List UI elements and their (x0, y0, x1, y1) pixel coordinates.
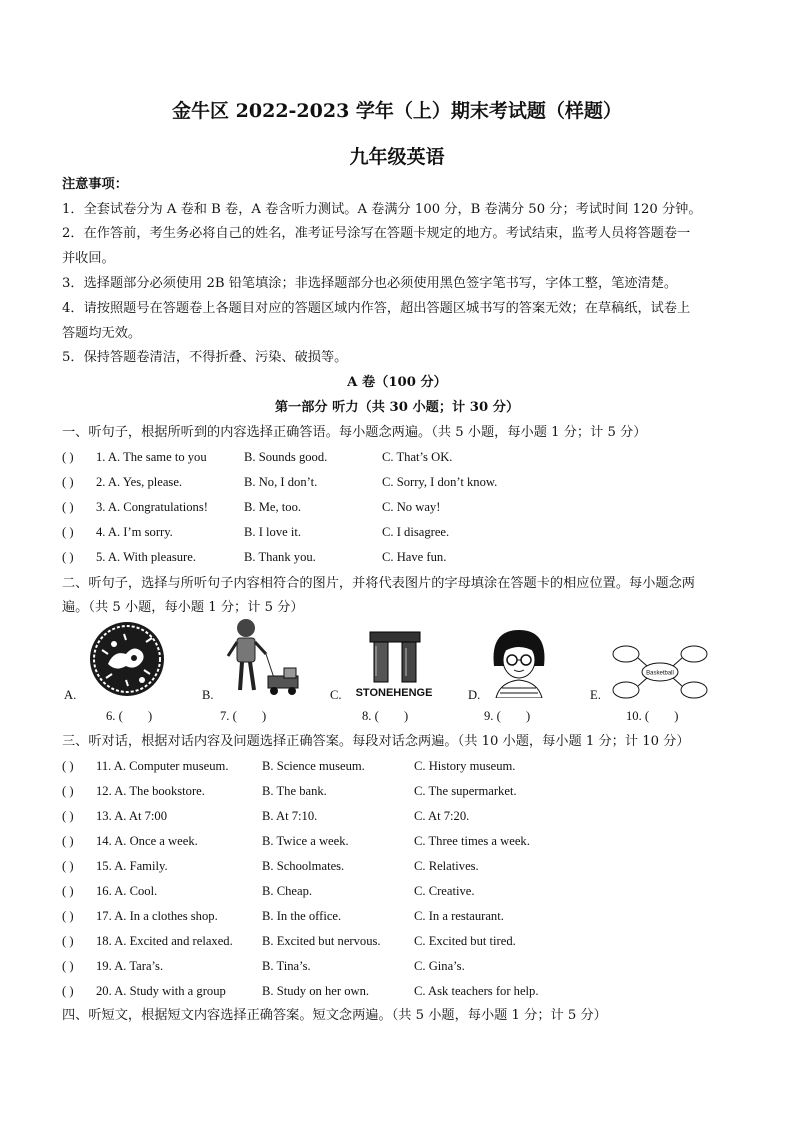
answer-blank[interactable]: ( ) (62, 475, 74, 489)
option-c: C. Sorry, I don’t know. (382, 475, 498, 489)
option-c: C. In a restaurant. (414, 909, 504, 923)
answer-blank[interactable]: ( ) (62, 500, 74, 514)
picture-answer-blank[interactable]: 7. ( ) (220, 709, 267, 723)
note-line: 1．全套试卷分为 A 卷和 B 卷，A 卷含听力测试。A 卷满分 100 分，B 卷满分 50 分；考试时间 120 分钟。 (62, 202, 702, 217)
picture-letter: E. (590, 688, 601, 702)
option-b: B. No, I don’t. (244, 475, 318, 489)
mind-map-picture (610, 640, 710, 702)
section2-heading: 遍。（共 5 小题，每小题 1 分；计 5 分） (62, 600, 304, 615)
option-a: 15. A. Family. (96, 859, 168, 873)
answer-blank[interactable]: ( ) (62, 809, 74, 823)
section2-heading: 二、听句子，选择与所听句子内容相符合的图片，并将代表图片的字母填涂在答题卡的相应位置。每小题念两 (62, 576, 695, 591)
exam-title: 金牛区 2022-2023 学年（上）期末考试题（样题） (172, 100, 622, 122)
option-c: C. Relatives. (414, 859, 479, 873)
option-c: C. Excited but tired. (414, 934, 516, 948)
picture-answer-blank[interactable]: 9. ( ) (484, 709, 531, 723)
answer-blank[interactable]: ( ) (62, 759, 74, 773)
option-b: B. I love it. (244, 525, 302, 539)
picture-answer-blank[interactable]: 8. ( ) (362, 709, 409, 723)
option-b: B. Cheap. (262, 884, 313, 898)
option-c: C. No way! (382, 500, 441, 514)
note-line: 5．保持答题卷清洁，不得折叠、污染、破损等。 (62, 350, 348, 365)
option-b: B. Excited but nervous. (262, 934, 381, 948)
option-a: 3. A. Congratulations! (96, 500, 208, 514)
option-a: 13. A. At 7:00 (96, 809, 168, 823)
option-a: 19. A. Tara’s. (96, 959, 164, 973)
answer-blank[interactable]: ( ) (62, 909, 74, 923)
picture-letter: D. (468, 688, 481, 702)
picture-letter: B. (202, 688, 214, 702)
option-c: C. History museum. (414, 759, 516, 773)
exam-subtitle: 九年级英语 (349, 146, 445, 168)
option-c: C. That’s OK. (382, 450, 453, 464)
option-a: 5. A. With pleasure. (96, 550, 196, 564)
picture-letter: C. (330, 688, 342, 702)
option-b: B. In the office. (262, 909, 342, 923)
note-line: 4．请按照题号在答题卷上各题目对应的答题区域内作答，超出答题区城书写的答案无效；在草稿纸，试卷上 (62, 301, 691, 316)
option-b: B. Sounds good. (244, 450, 328, 464)
stonehenge-caption: STONEHENGE (355, 687, 433, 699)
answer-blank[interactable]: ( ) (62, 959, 74, 973)
option-a: 1. A. The same to you (96, 450, 207, 464)
answer-blank[interactable]: ( ) (62, 784, 74, 798)
boy-with-toy-truck-picture (222, 616, 302, 698)
picture-answer-blank[interactable]: 10. ( ) (626, 709, 679, 723)
option-c: C. Gina’s. (414, 959, 465, 973)
option-b: B. Twice a week. (262, 834, 349, 848)
answer-blank[interactable]: ( ) (62, 984, 74, 998)
section4-heading: 四、听短文，根据短文内容选择正确答案。短文念两遍。（共 5 小题，每小题 1 分；计 5 分） (62, 1008, 607, 1023)
option-b: B. Science museum. (262, 759, 365, 773)
answer-blank[interactable]: ( ) (62, 859, 74, 873)
note-line: 2．在作答前，考生务必将自己的姓名，准考证号涂写在答题卡规定的地方。考试结束，监考人员将答题卷一 (62, 226, 691, 241)
girl-with-glasses-picture (486, 626, 552, 698)
answer-blank[interactable]: ( ) (62, 834, 74, 848)
option-c: C. Three times a week. (414, 834, 530, 848)
option-c: C. Creative. (414, 884, 475, 898)
notes-heading: 注意事项： (62, 177, 128, 192)
option-b: B. Tina’s. (262, 959, 311, 973)
answer-blank[interactable]: ( ) (62, 934, 74, 948)
note-line: 3．选择题部分必须使用 2B 铅笔填涂；非选择题部分也必须使用黑色签字笔书写，字体工整，笔迹清楚。 (62, 276, 678, 291)
option-c: C. I disagree. (382, 525, 450, 539)
option-a: 18. A. Excited and relaxed. (96, 934, 233, 948)
volume-a-heading: A 卷（100 分） (347, 375, 447, 390)
option-c: C. At 7:20. (414, 809, 470, 823)
papercut-picture (88, 620, 166, 698)
option-a: 14. A. Once a week. (96, 834, 198, 848)
part1-heading: 第一部分 听力（共 30 小题；计 30 分） (274, 400, 520, 415)
option-a: 17. A. In a clothes shop. (96, 909, 218, 923)
mind-map-caption: Basketball (646, 670, 674, 677)
stonehenge-picture (352, 626, 436, 700)
option-a: 12. A. The bookstore. (96, 784, 205, 798)
note-line: 答题均无效。 (62, 326, 142, 341)
option-b: B. At 7:10. (262, 809, 318, 823)
option-a: 11. A. Computer museum. (96, 759, 229, 773)
option-b: B. Thank you. (244, 550, 316, 564)
option-a: 20. A. Study with a group (96, 984, 226, 998)
answer-blank[interactable]: ( ) (62, 884, 74, 898)
option-c: C. Ask teachers for help. (414, 984, 539, 998)
option-a: 4. A. I’m sorry. (96, 525, 173, 539)
option-b: B. Me, too. (244, 500, 302, 514)
section3-heading: 三、听对话，根据对话内容及问题选择正确答案。每段对话念两遍。（共 10 小题，每小题 1 分；计 10 分） (62, 734, 690, 749)
option-c: C. The supermarket. (414, 784, 517, 798)
answer-blank[interactable]: ( ) (62, 450, 74, 464)
option-b: B. Schoolmates. (262, 859, 345, 873)
answer-blank[interactable]: ( ) (62, 525, 74, 539)
section1-heading: 一、听句子，根据所听到的内容选择正确答语。每小题念两遍。（共 5 小题，每小题 1 分；计 5 分） (62, 425, 647, 440)
option-a: 16. A. Cool. (96, 884, 158, 898)
picture-letter: A. (64, 688, 77, 702)
option-b: B. Study on her own. (262, 984, 370, 998)
option-c: C. Have fun. (382, 550, 447, 564)
note-line: 并收回。 (62, 251, 115, 266)
answer-blank[interactable]: ( ) (62, 550, 74, 564)
picture-answer-blank[interactable]: 6. ( ) (106, 709, 153, 723)
option-b: B. The bank. (262, 784, 327, 798)
option-a: 2. A. Yes, please. (96, 475, 183, 489)
